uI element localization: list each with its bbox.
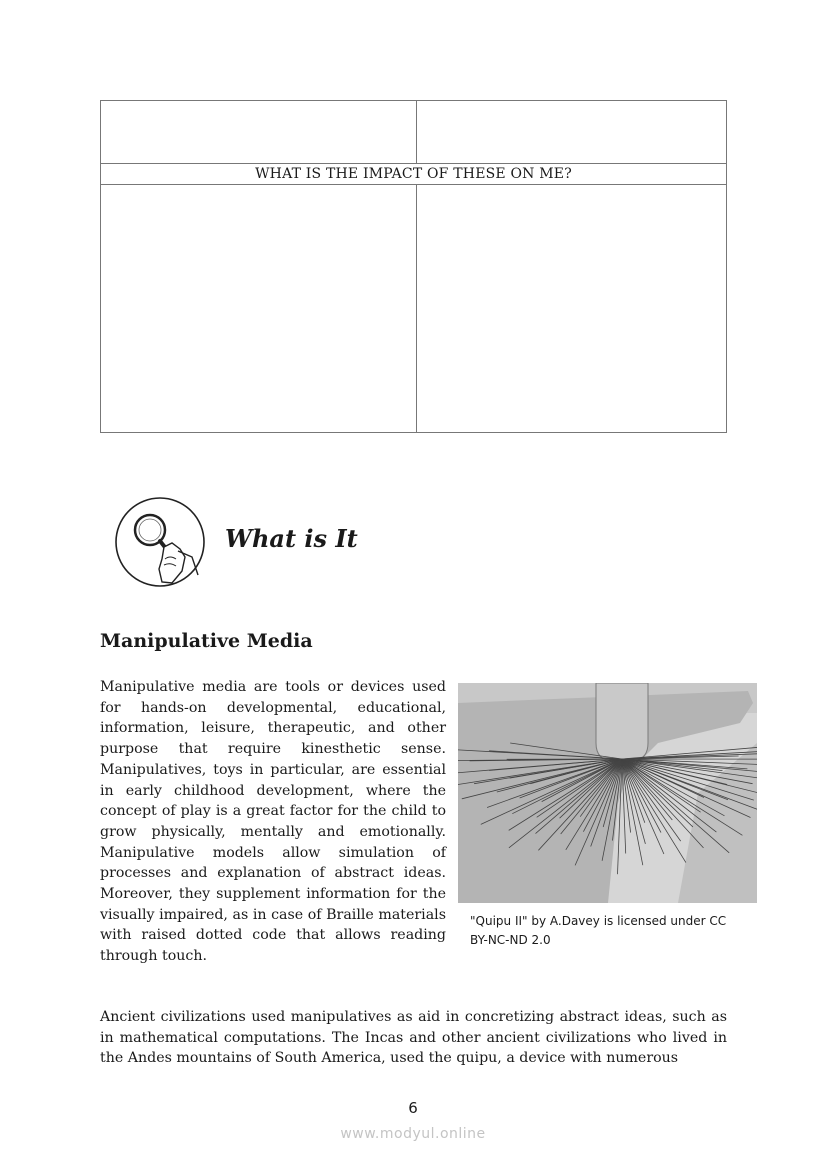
figure-caption: "Quipu II" by A.Davey is licensed under CC BY-NC-ND 2.0 (470, 914, 727, 947)
page-number: 6 (408, 1099, 418, 1117)
table-header-row: WHAT IS THE IMPACT OF THESE ON ME? (101, 163, 726, 185)
reflection-table (100, 100, 727, 433)
table-divider-bottom (416, 185, 417, 432)
heading: Manipulative Media (100, 630, 313, 652)
table-divider-top (416, 101, 417, 163)
footer-watermark: www.modyul.online (340, 1126, 486, 1142)
paragraph: Ancient civilizations used manipulatives as aid in concretizing abstract ideas, such as in mathematical computations. The Incas and other ancient civilizations who lived in the Andes mountains of South America, used the quipu, a device with numerous (100, 1009, 727, 1067)
paragraph: Manipulative media are tools or devices used for hands-on developmental, educational, information, leisure, therapeutic, and other purpose that require kinesthetic sense. Manipulatives, toys in particular, are essential in early childhood development, where the concept of play is a great factor for the child to grow physically, mentally and emotionally. Manipulative models allow simulation of processes and explanation of abstract ideas. Moreover, they supplement information for the visually impaired, as in case of Braille materials with raised dotted code that allows reading through touch. (100, 679, 446, 965)
quipu-image (458, 683, 757, 903)
magnifying-glass-hand-icon (112, 497, 210, 587)
section-title: What is It (225, 524, 358, 553)
